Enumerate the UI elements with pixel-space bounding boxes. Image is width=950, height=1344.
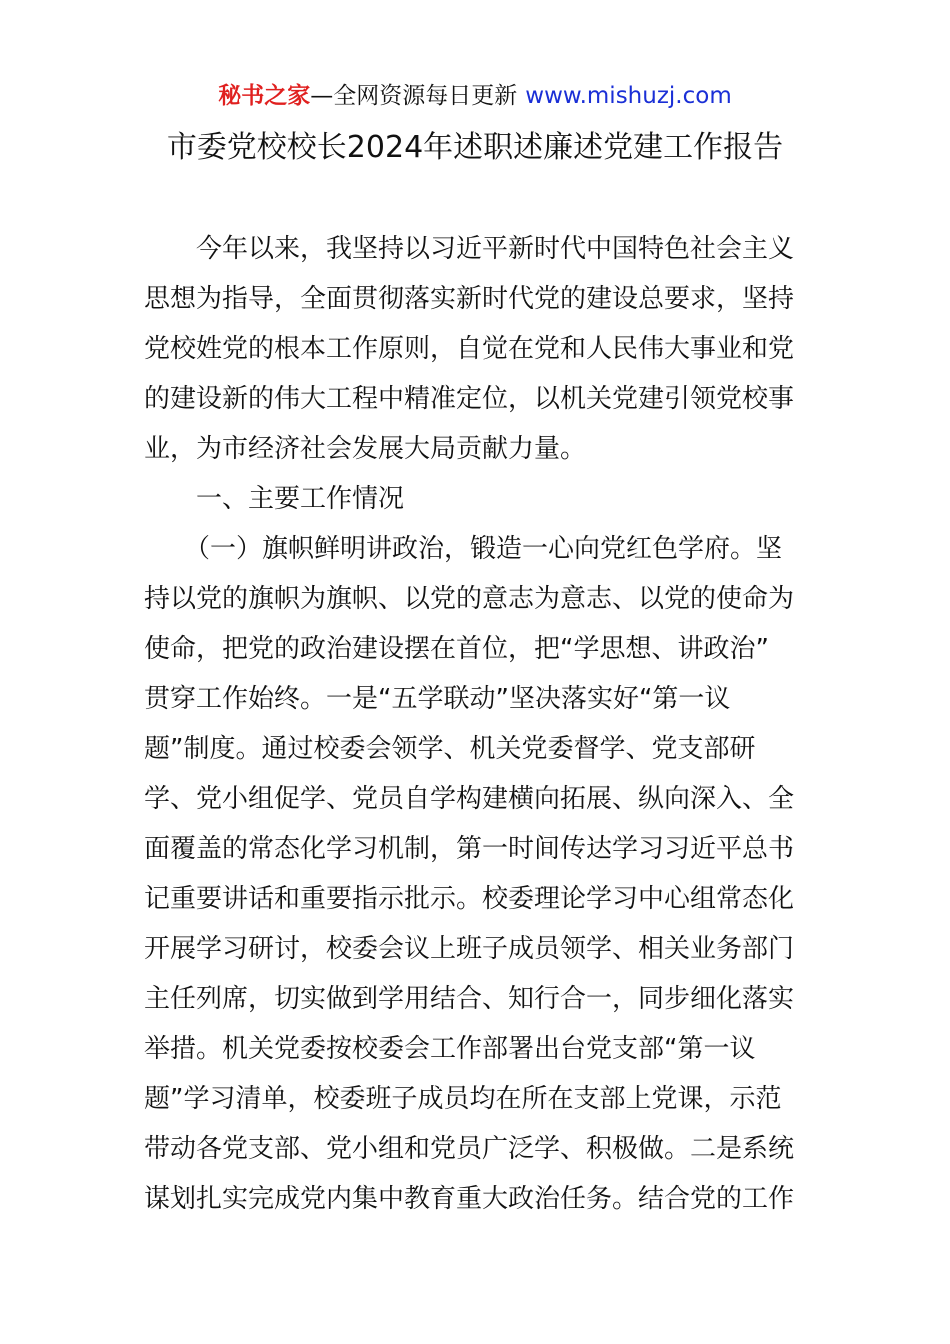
text-line: 举措。机关党委按校委会工作部署出台党支部“第一议 <box>144 1034 756 1064</box>
site-brand: 秘书之家 <box>218 83 311 109</box>
text-line: 贯穿工作始终。一是“五学联动”坚决落实好“第一议 <box>144 684 731 714</box>
text-line: 业，为市经济社会发展大局贡献力量。 <box>144 434 587 464</box>
text-line: 今年以来，我坚持以习近平新时代中国特色社会主义 <box>196 234 795 264</box>
subsection-heading: （一）旗帜鲜明讲政治，锻造一心向党红色学府。坚 <box>184 534 783 564</box>
text-line: 思想为指导，全面贯彻落实新时代党的建设总要求，坚持 <box>144 284 795 314</box>
text-line: 持以党的旗帜为旗帜、以党的意志为意志、以党的使命为 <box>144 584 795 614</box>
document-title: 市委党校校长2024年述职述廉述党建工作报告 <box>166 130 784 165</box>
text-line: 主任列席，切实做到学用结合、知行合一，同步细化落实 <box>144 984 795 1014</box>
site-url-link[interactable]: www.mishuzj.com <box>525 83 732 109</box>
site-tagline: —全网资源每日更新 <box>310 83 518 109</box>
document-body <box>144 224 808 1224</box>
site-header <box>0 80 950 112</box>
text-line: 开展学习研讨，校委会议上班子成员领学、相关业务部门 <box>144 934 795 964</box>
text-line: 的建设新的伟大工程中精准定位，以机关党建引领党校事 <box>144 384 795 414</box>
text-line: 谋划扎实完成党内集中教育重大政治任务。结合党的工作 <box>144 1184 795 1214</box>
section-heading: 一、主要工作情况 <box>196 484 405 514</box>
text-line: 题”制度。通过校委会领学、机关党委督学、党支部研 <box>144 734 756 764</box>
text-line: 记重要讲话和重要指示批示。校委理论学习中心组常态化 <box>144 884 795 914</box>
text-line: 题”学习清单，校委班子成员均在所在支部上党课，示范 <box>144 1084 782 1114</box>
text-line: 带动各党支部、党小组和党员广泛学、积极做。二是系统 <box>144 1134 795 1164</box>
text-line: 面覆盖的常态化学习机制，第一时间传达学习习近平总书 <box>144 834 795 864</box>
text-line: 党校姓党的根本工作原则，自觉在党和人民伟大事业和党 <box>144 334 795 364</box>
text-line: 使命，把党的政治建设摆在首位，把“学思想、讲政治” <box>144 634 769 664</box>
text-line: 学、党小组促学、党员自学构建横向拓展、纵向深入、全 <box>144 784 795 814</box>
